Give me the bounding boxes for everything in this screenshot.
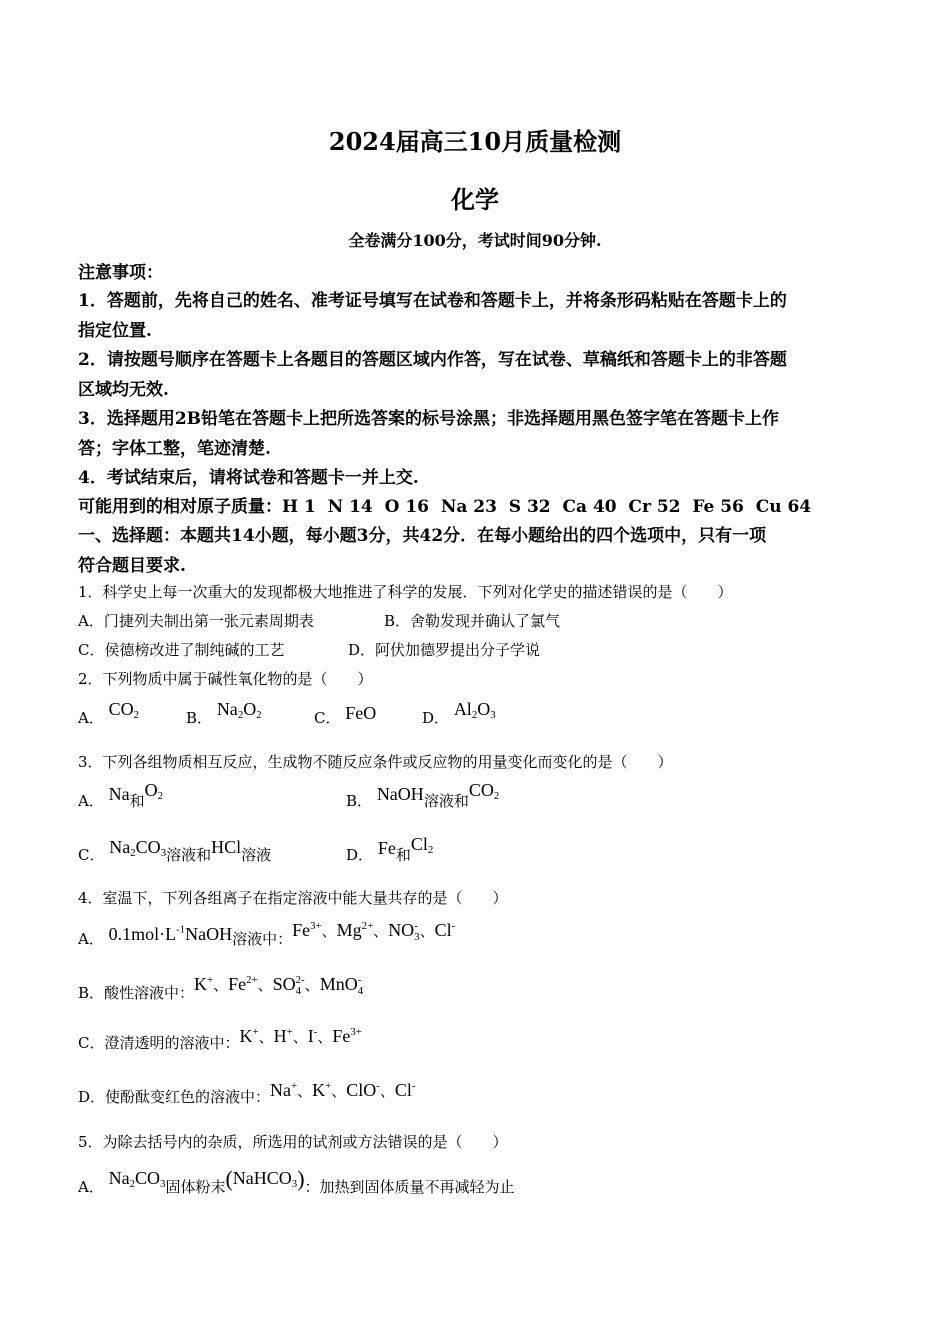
subject-title: 化学: [451, 185, 499, 214]
ion: ClO -: [346, 1080, 380, 1100]
q1-option-b: B．舍勒发现并确认了氯气: [384, 612, 561, 630]
formula-na2co3: $Na_2CO_3$: [108, 1168, 166, 1191]
ion: Mg 2+: [336, 920, 374, 940]
ion: Cl -: [394, 1080, 416, 1100]
q4-option-c: C．澄清透明的溶液中：K + 、H + 、I - 、Fe 3+: [78, 1026, 362, 1052]
q1-stem: 1．科学史上每一次重大的发现都极大地推进了科学的发展．下列对化学史的描述错误的是（ ）: [78, 583, 733, 601]
ion-list: Na + 、K + 、ClO - 、Cl -: [270, 1080, 416, 1100]
ion: K +: [194, 974, 214, 994]
q4-option-a: A． $0.1mol\cdot L^{-1}NaOH$溶液中：Fe 3+ 、Mg 2+ 、NO - 3 、Cl -: [78, 920, 456, 948]
q2-option-c: C． FeO: [314, 703, 377, 727]
formula-o2: $O_2$: [144, 780, 164, 803]
formula-na: Na: [108, 784, 130, 804]
q2-stem: 2．下列物质中属于碱性氧化物的是（ ）: [78, 670, 373, 688]
formula-co2: $CO_2$: [108, 699, 140, 722]
formula-co2: $CO_2$: [468, 780, 500, 803]
q3-option-d: D． Fe和$Cl_2$: [346, 834, 434, 864]
note-1-line2: 指定位置.: [78, 321, 152, 341]
q1-option-d: D．阿伏加德罗提出分子学说: [348, 641, 541, 659]
formula-nahco3: (NaHCO$_3$): [225, 1166, 305, 1191]
ion: I -: [307, 1026, 318, 1046]
formula-hcl: HCl: [211, 837, 242, 857]
ion-list: K + 、H + 、I - 、Fe 3+: [239, 1026, 362, 1046]
q2-option-d: D． $Al_2O_3$: [422, 699, 496, 727]
ion-list: Fe 3+ 、Mg 2+ 、NO - 3 、Cl -: [292, 920, 456, 943]
q4-stem: 4．室温下，下列各组离子在指定溶液中能大量共存的是（ ）: [78, 889, 508, 907]
formula-fe: Fe: [377, 838, 396, 858]
note-1-line1: 1．答题前，先将自己的姓名、准考证号填写在试卷和答题卡上，并将条形码粘贴在答题卡上的: [78, 291, 787, 311]
note-2-line1: 2．请按题号顺序在答题卡上各题目的答题区域内作答，写在试卷、草稿纸和答题卡上的非答题: [78, 350, 787, 370]
q2-option-a: A． $CO_2$: [78, 699, 140, 727]
q4-option-d: D．使酚酞变红色的溶液中：Na + 、K + 、ClO - 、Cl -: [78, 1080, 416, 1106]
ion: K +: [312, 1080, 332, 1100]
formula-cl2: $Cl_2$: [410, 834, 434, 857]
q3-option-c: C． $Na_2CO_3$溶液和HCl溶液: [78, 837, 272, 864]
ion: NO - 3: [388, 920, 420, 943]
section1-line1: 一、选择题：本题共14小题，每小题3分，共42分．在每小题给出的四个选项中，只有一项: [78, 526, 767, 546]
q1-option-c: C．侯德榜改进了制纯碱的工艺: [78, 641, 285, 659]
ion-list: K + 、Fe 2+ 、SO 2- 4 、MnO - 4: [194, 974, 364, 997]
q5-stem: 5．为除去括号内的杂质，所选用的试剂或方法错误的是（ ）: [78, 1133, 508, 1151]
ion: K +: [239, 1026, 259, 1046]
formula-na2o2: $Na_2O_2$: [216, 699, 262, 722]
q4-option-b: B．酸性溶液中：K + 、Fe 2+ 、SO 2- 4 、MnO - 4: [78, 974, 364, 1002]
ion: Fe 2+: [228, 974, 258, 994]
ion: Fe 3+: [332, 1026, 362, 1046]
ion: Na +: [270, 1080, 298, 1100]
formula-al2o3: $Al_2O_3$: [453, 699, 496, 722]
note-4: 4．考试结束后，请将试卷和答题卡一并上交.: [78, 468, 419, 488]
ion: H +: [273, 1026, 293, 1046]
section1-line2: 符合题目要求.: [78, 556, 186, 576]
note-3-line2: 答；字体工整，笔迹清楚.: [78, 439, 271, 459]
note-3-line1: 3．选择题用2B铅笔在答题卡上把所选答案的标号涂黑；非选择题用黑色签字笔在答题卡上作: [78, 409, 780, 429]
score-time: 全卷满分100分，考试时间90分钟.: [348, 231, 602, 250]
ion: SO 2- 4: [272, 974, 305, 997]
q3-option-a: A． Na和$O_2$: [78, 780, 164, 810]
q2-option-b: B． $Na_2O_2$: [186, 699, 262, 727]
q3-stem: 3．下列各组物质相互反应，生成物不随反应条件或反应物的用量变化而变化的是（ ）: [78, 753, 673, 771]
q1-option-a: A．门捷列夫制出第一张元素周期表: [78, 612, 314, 630]
q5-option-a: A． $Na_2CO_3$固体粉末(NaHCO$_3$)：加热到固体质量不再减轻为止: [78, 1166, 515, 1196]
notes-heading: 注意事项：: [78, 263, 163, 283]
formula-na2co3: $Na_2CO_3$: [109, 837, 167, 860]
atomic-masses: 可能用到的相对原子质量：H 1 N 14 O 16 Na 23 S 32 Ca 40 Cr 52 Fe 56 Cu 64: [78, 497, 812, 517]
ion: Cl -: [434, 920, 456, 940]
page-title: 2024届高三10月质量检测: [328, 127, 622, 156]
q3-option-b: B． NaOH溶液和$CO_2$: [346, 780, 500, 810]
formula-naoh: NaOH: [376, 784, 424, 804]
note-2-line2: 区域均无效.: [78, 380, 169, 400]
formula-feo: FeO: [345, 703, 377, 723]
formula-concentration: $0.1mol\cdot L^{-1}NaOH$: [108, 923, 233, 944]
ion: MnO - 4: [319, 974, 364, 997]
ion: Fe 3+: [292, 920, 322, 940]
